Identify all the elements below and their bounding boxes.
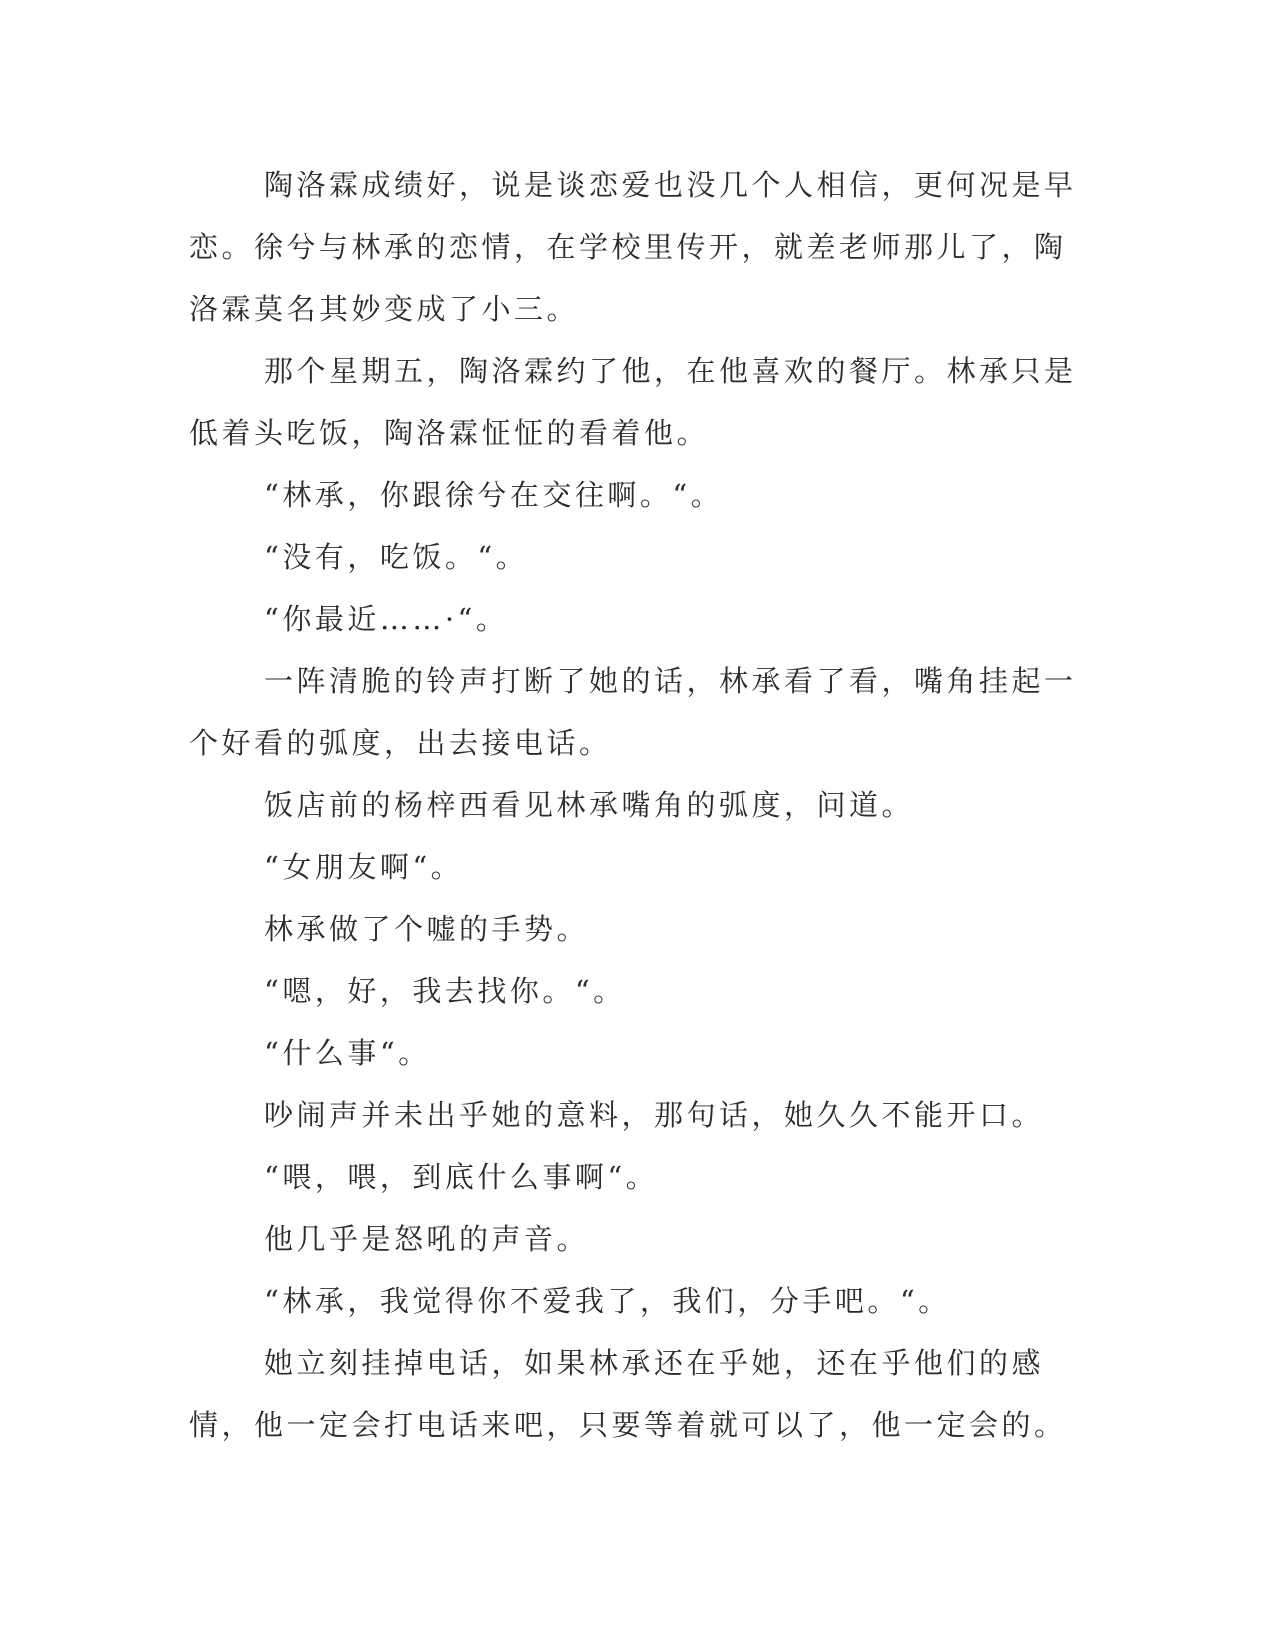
paragraph: “你最近……·“。 <box>264 602 509 636</box>
paragraph: “林承，我觉得你不爱我了，我们，分手吧。“。 <box>264 1284 951 1318</box>
paragraph: “什么事“。 <box>264 1036 431 1070</box>
paragraph: 一阵清脆的铃声打断了她的话，林承看了看，嘴角挂起一个好看的弧度，出去接电话。 <box>189 664 1077 760</box>
paragraph: 吵闹声并未出乎她的意料，那句话，她久久不能开口。 <box>264 1098 1045 1132</box>
paragraph: 林承做了个嘘的手势。 <box>264 912 590 946</box>
paragraph: 陶洛霖成绩好，说是谈恋爱也没几个人相信，更何况是早恋。徐兮与林承的恋情，在学校里传开，就差老师那儿了，陶洛霖莫名其妙变成了小三。 <box>189 168 1077 326</box>
paragraph: 她立刻挂掉电话，如果林承还在乎她，还在乎他们的感情，他一定会打电话来吧，只要等着就可以了，他一定会的。 <box>189 1346 1067 1442</box>
paragraph: “喂，喂，到底什么事啊“。 <box>264 1160 659 1194</box>
document-body <box>189 154 1081 1456</box>
paragraph: 他几乎是怒吼的声音。 <box>264 1222 590 1256</box>
paragraph: “林承，你跟徐兮在交往啊。“。 <box>264 478 724 512</box>
paragraph: “嗯，好，我去找你。“。 <box>264 974 626 1008</box>
paragraph: 那个星期五，陶洛霖约了他，在他喜欢的餐厅。林承只是低着头吃饭，陶洛霖怔怔的看着他。 <box>189 354 1077 450</box>
paragraph: “没有，吃饭。“。 <box>264 540 529 574</box>
paragraph: 饭店前的杨梓西看见林承嘴角的弧度，问道。 <box>264 788 915 822</box>
paragraph: “女朋友啊“。 <box>264 850 464 884</box>
